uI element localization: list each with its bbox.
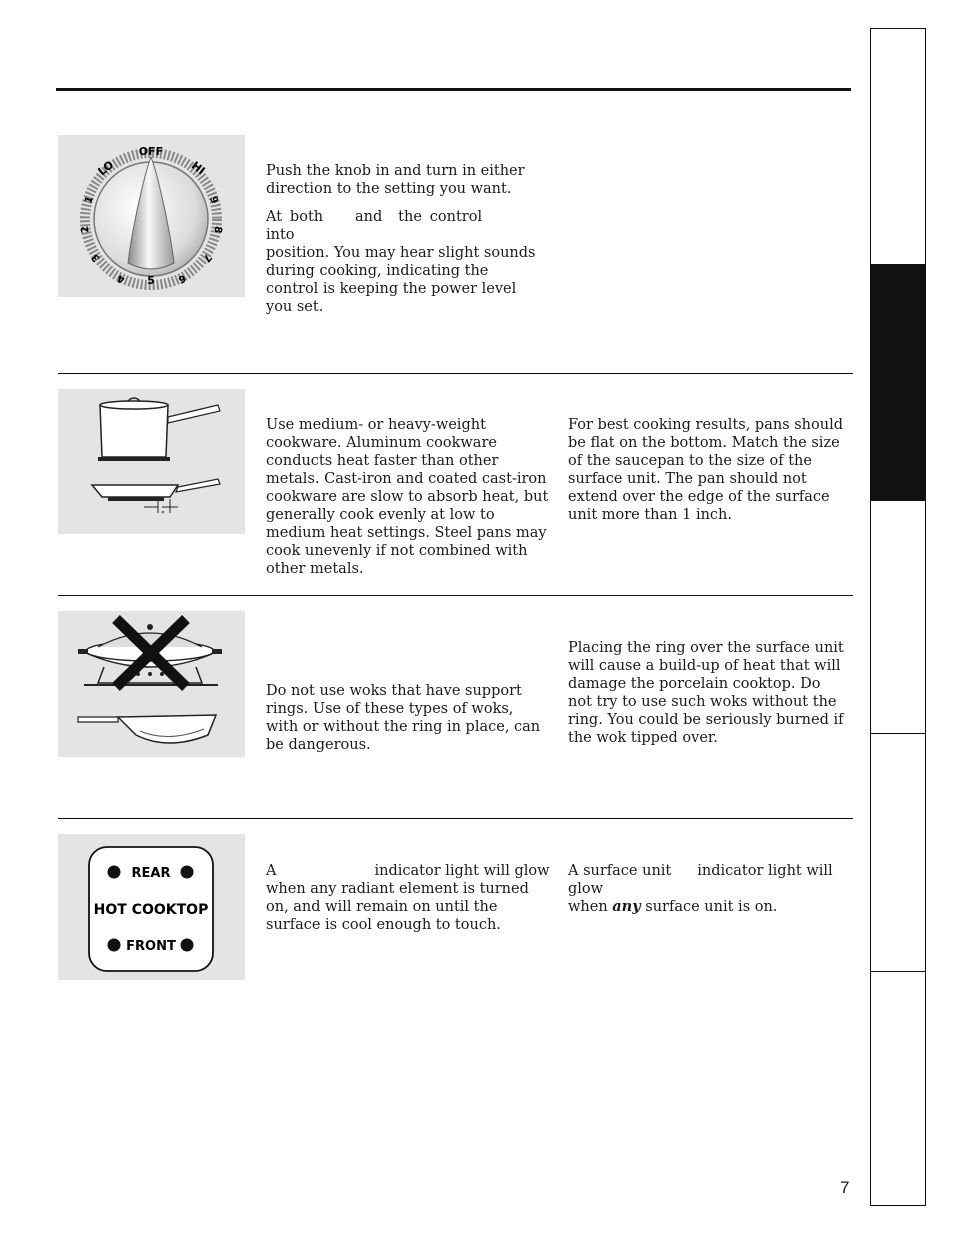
tab-3[interactable] xyxy=(870,501,926,734)
svg-text:1: 1 xyxy=(83,194,97,206)
svg-text:LO: LO xyxy=(95,158,117,179)
tab-1[interactable] xyxy=(870,29,926,265)
top-rule xyxy=(56,88,851,91)
svg-text:6: 6 xyxy=(176,271,188,285)
cookware-text-right: For best cooking results, pans should be flat on the bottom. Match the size of the saucepan to the size of the surface unit. The pan should not extend over the edge of the surface unit more than 1 inch. xyxy=(568,417,844,523)
wok-text-left: Do not use woks that have support rings. Use of these types of woks, with or without the ring in place, can be dangerous. xyxy=(266,683,541,753)
svg-text:HOT COOKTOP: HOT COOKTOP xyxy=(93,902,209,918)
section-rule-2 xyxy=(58,595,853,596)
knob-para-1: Push the knob in and turn in either direction to the setting you want. xyxy=(266,163,525,197)
svg-text:3: 3 xyxy=(89,251,103,264)
wok-text-right: Placing the ring over the surface unit will cause a build-up of heat that will damage the porcelain cooktop. Do not try to use such woks without the ring. You could be seriously burned if the wok tipped over. xyxy=(568,640,844,746)
svg-text:OFF: OFF xyxy=(138,145,164,158)
tab-2-active[interactable] xyxy=(870,265,926,501)
hot-cooktop-panel-icon xyxy=(58,834,245,980)
tab-4[interactable] xyxy=(870,734,926,972)
svg-text:7: 7 xyxy=(200,251,214,264)
section-rule-3 xyxy=(58,818,853,819)
knob-illustration xyxy=(58,135,245,297)
svg-text:2: 2 xyxy=(79,225,92,234)
section-tab-strip xyxy=(870,28,926,1206)
knob-instructions xyxy=(266,162,536,326)
page-number: 7 xyxy=(840,1178,850,1197)
saucepan-icon xyxy=(58,389,245,534)
indicator-text-right: A surface unit indicator light will glow when any surface unit is on. xyxy=(568,863,833,915)
wok-warning-icon xyxy=(58,611,245,757)
svg-text:HI: HI xyxy=(188,159,208,178)
svg-text:REAR: REAR xyxy=(131,866,171,881)
cookware-text-left: Use medium- or heavy-weight cookware. Aluminum cookware conducts heat faster than other metals. Cast-iron and coated cast-iron cookware are slow to absorb heat, but generally cook evenly at low to medium heat settings. Steel pans may cook unevenly if not combined with other metals. xyxy=(266,417,549,577)
cookware-illustration xyxy=(58,389,245,534)
knob-para-2-rest: position. You may hear slight sounds during cooking, indicating the control is keeping the power level you set. xyxy=(266,245,536,315)
knob-para-2 xyxy=(266,208,536,316)
svg-text:4: 4 xyxy=(115,271,127,285)
svg-text:8: 8 xyxy=(211,225,224,234)
indicator-text-left: A indicator light will glow when any radiant element is turned on, and will remain on until the surface is cool enough to touch. xyxy=(266,863,550,933)
svg-text:9: 9 xyxy=(206,194,220,206)
svg-text:FRONT: FRONT xyxy=(126,939,176,954)
control-knob-icon xyxy=(58,135,245,297)
section-rule-1 xyxy=(58,373,853,374)
svg-text:": " xyxy=(161,510,165,519)
svg-text:5: 5 xyxy=(147,274,155,287)
knob-para-2-line1: At both and the control into xyxy=(266,209,483,243)
indicator-illustration xyxy=(58,834,245,980)
wok-illustration xyxy=(58,611,245,757)
